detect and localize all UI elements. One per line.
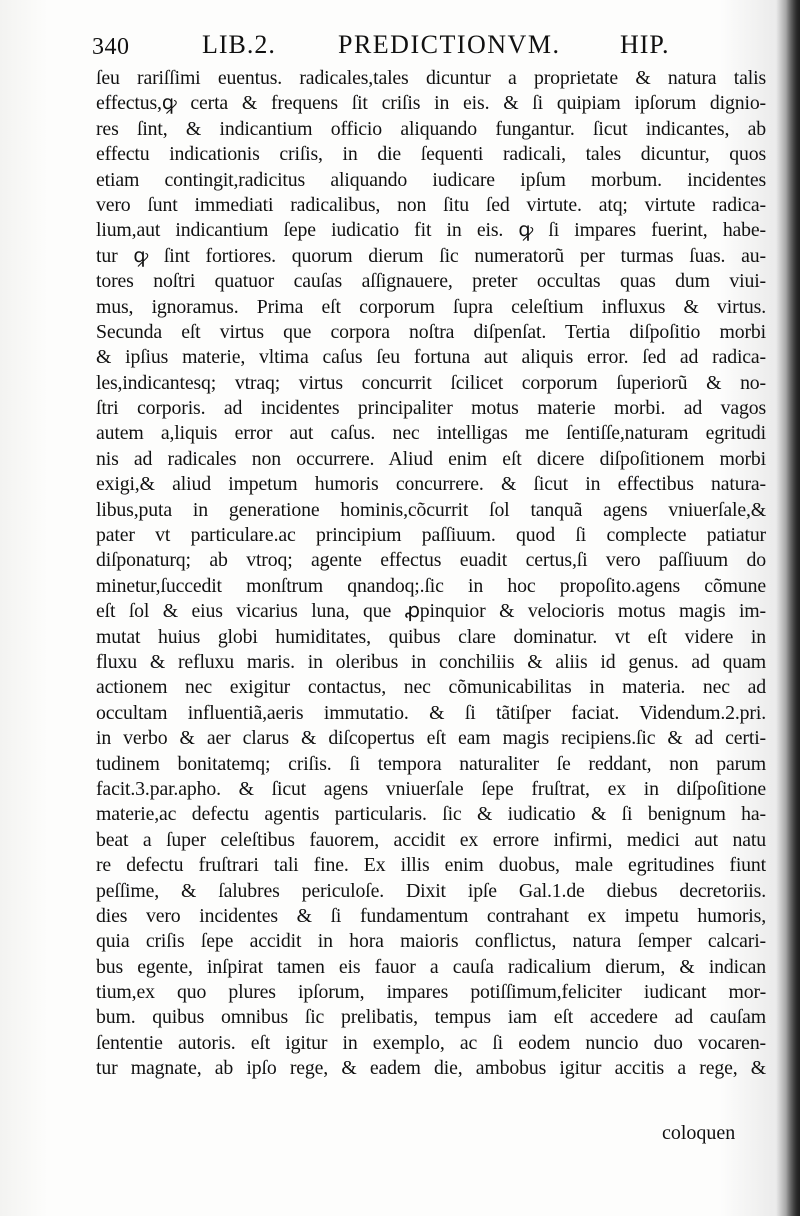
running-head-author: HIP.	[620, 30, 670, 59]
text-line: mus, ignoramus. Prima eſt corporum ſupra celeſtium influxus & virtus.	[96, 295, 766, 318]
body-text	[96, 66, 766, 1082]
text-line: vero ſunt immediati radicalibus, non ſitu ſed virtute. atq; virtute radica-	[96, 193, 766, 216]
text-line: re defectu fruſtrari tali fine. Ex illis enim duobus, male egritudines fiunt	[96, 854, 766, 877]
text-line: dies vero incidentes & ſi fundamentum contrahant ex impetu humoris,	[96, 904, 766, 927]
text-line: tur magnate, ab ipſo rege, & eadem die, ambobus igitur accitis a rege, &	[96, 1057, 766, 1080]
text-line: quia criſis ſepe accidit in hora maioris conflictus, natura ſemper calcari-	[96, 930, 766, 953]
text-line: effectu indicationis criſis, in die ſequenti radicali, tales dicuntur, quos	[96, 143, 766, 166]
text-line: ſeu rariſſimi euentus. radicales,tales dicuntur a proprietate & natura talis	[96, 67, 766, 89]
text-line: exigi,& aliud impetum humoris concurrere. & ſicut in effectibus natura-	[96, 473, 766, 496]
text-line: diſponaturq; ab vtroq; agente effectus euadit certus,ſi vero paſſiuum do	[96, 549, 766, 572]
page-number: 340	[92, 34, 130, 60]
text-line: beat a ſuper celeſtibus fauorem, accidit ex errore infirmi, medici aut natu	[96, 828, 766, 851]
running-head-title: PREDICTIONVM.	[338, 30, 561, 59]
text-line: mutat huius globi humiditates, quibus clare dominatur. vt eſt videre in	[96, 625, 766, 648]
text-line: tores noſtri quatuor cauſas aſſignauere, preter occultas quas dum viui-	[96, 270, 766, 293]
text-line: ſententie autoris. eſt igitur in exemplo, ac ſi eodem nuncio duo vocaren-	[96, 1031, 766, 1054]
text-line: ſtri corporis. ad incidentes principaliter motus materie morbi. ad vagos	[96, 397, 766, 420]
text-line: tudinem bonitatemq; criſis. ſi tempora naturaliter ſe reddant, non parum	[96, 752, 766, 775]
text-line: tium,ex quo plures ipſorum, impares potiſſimum,feliciter iudicant mor-	[96, 981, 766, 1004]
text-line: eſt ſol & eius vicarius luna, que ꝓpinquior & velocioris motus magis im-	[96, 600, 766, 623]
catchword: coloquen	[662, 1122, 736, 1144]
running-head-book: LIB.2.	[202, 30, 276, 59]
text-line: effectus,ꝙ certa & frequens ſit criſis in eis. & ſi quipiam ipſorum digniο-	[96, 92, 766, 115]
text-line: Secunda eſt virtus que corpora noſtra diſpenſat. Tertia diſpoſitio morbi	[96, 320, 766, 343]
text-line: occultam influentiã,aeris immutatio. & ſi tãtiſper faciat. Videndum.2.pri.	[96, 701, 766, 724]
text-line: actionem nec exigitur contactus, nec cõmunicabilitas in materia. nec ad	[96, 676, 766, 699]
text-line: tur ꝙ ſint fortiores. quorum dierum ſic numeratorũ per turmas ſuas. au-	[96, 244, 766, 267]
text-line: les,indicantesq; vtraq; virtus concurrit ſcilicet corporum ſuperiorũ & no-	[96, 371, 766, 394]
text-line: bus egente, inſpirat tamen eis fauor a cauſa radicalium dierum, & indican	[96, 955, 766, 978]
text-line: pater vt particulare.ac principium paſſiuum. quod ſi complecte patiatur	[96, 524, 766, 547]
text-line: & ipſius materie, vltima caſus ſeu fortuna aut aliquis error. ſed ad radica-	[96, 346, 766, 369]
text-line: facit.3.par.apho. & ſicut agens vniuerſale ſepe fruſtrat, ex in diſpoſitione	[96, 777, 766, 800]
text-line: fluxu & refluxu maris. in oleribus in conchiliis & aliis id genus. ad quam	[96, 650, 766, 673]
text-line: res ſint, & indicantium officio aliquando fungantur. ſicut indicantes, ab	[96, 117, 766, 140]
text-line: minetur,ſuccedit monſtrum qnandoq;.ſic in hoc propoſito.agens cõmune	[96, 574, 766, 597]
text-line: autem a,liquis error aut caſus. nec intelligas me ſentiſſe,naturam egritudi	[96, 422, 766, 445]
text-line: nis ad radicales non occurrere. Aliud enim eſt dicere diſpoſitionem morbi	[96, 447, 766, 470]
text-line: peſſime, & ſalubres periculoſe. Dixit ipſe Gal.1.de diebus decretoriis.	[96, 879, 766, 902]
text-line: bum. quibus omnibus ſic prelibatis, tempus iam eſt accedere ad cauſam	[96, 1006, 766, 1029]
book-spine-shadow	[786, 0, 800, 1216]
running-header	[92, 26, 692, 66]
text-line: in verbo & aer clarus & diſcopertus eſt eam magis recipiens.ſic & ad certi-	[96, 727, 766, 750]
text-line: lium,aut indicantium ſepe iudicatio fit in eis. ꝙ ſi impares fuerint, habe-	[96, 219, 766, 242]
text-line: libus,puta in generatione hominis,cõcurrit ſol tanquã agens vniuerſale,&	[96, 498, 766, 521]
text-line: etiam contingit,radicitus aliquando iudicare ipſum morbum. incidentes	[96, 168, 766, 191]
text-line: materie,ac defectu agentis particularis. ſic & iudicatio & ſi benignum ha-	[96, 803, 766, 826]
